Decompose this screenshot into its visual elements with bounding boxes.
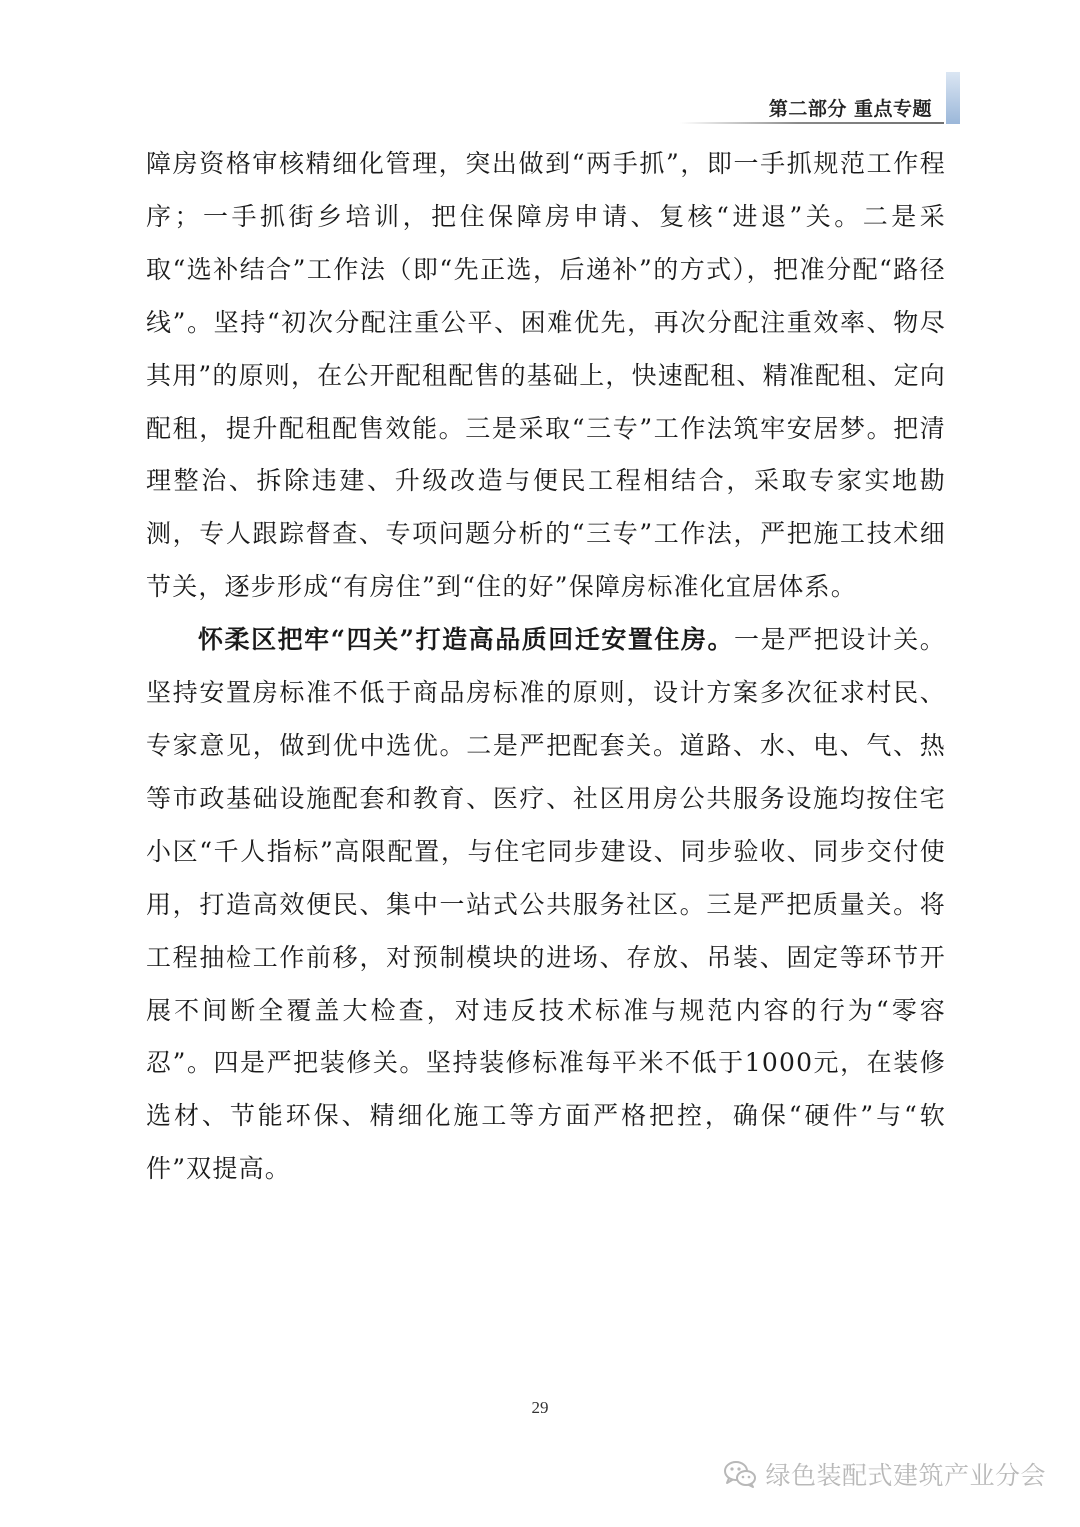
- header-accent-bar: [946, 72, 960, 124]
- watermark-text: 绿色装配式建筑产业分会: [765, 1461, 1046, 1490]
- watermark: [723, 1456, 1046, 1492]
- paragraph-huairou: [146, 614, 946, 1196]
- paragraph-text: 障房资格审核精细化管理，突出做到“两手抓”，即一手抓规范工作程序；一手抓街乡培训，把住保障房申请、复核“进退”关。二是采取“选补结合”工作法（即“先正选，后递补”的方式），把准分配“路径线”。坚持“初次分配注重公平、困难优先，再次分配注重效率、物尽其用”的原则，在公开配租配售的基础上，快速配租、精准配租、定向配租，提升配租配售效能。三是采取“三专”工作法筑牢安居梦。把清理整治、拆除违建、升级改造与便民工程相结合，采取专家实地勘测，专人跟踪督查、专项问题分析的“三专”工作法，严把施工技术细节关，逐步形成“有房住”到“住的好”保障房标准化宜居体系。: [146, 149, 946, 602]
- paragraph-text: 一是严把设计关。坚持安置房标准不低于商品房标准的原则，设计方案多次征求村民、专家意见，做到优中选优。二是严把配套关。道路、水、电、气、热等市政基础设施配套和教育、医疗、社区用房公共服务设施均按住宅小区“千人指标”高限配置，与住宅同步建设、同步验收、同步交付使用，打造高效便民、集中一站式公共服务社区。三是严把质量关。将工程抽检工作前移，对预制模块的进场、存放、吊装、固定等环节开展不间断全覆盖大检查，对违反技术标准与规范内容的行为“零容忍”。四是严把装修关。坚持装修标准每平米不低于1000元，在装修选材、节能环保、精细化施工等方面严格把控，确保“硬件”与“软件”双提高。: [146, 625, 946, 1184]
- paragraph-continued: [146, 138, 946, 614]
- header-divider: [680, 122, 944, 124]
- wechat-icon: [723, 1459, 757, 1489]
- page-number: 29: [531, 1398, 549, 1417]
- paragraph-lead: 怀柔区把牢“四关”打造高品质回迁安置住房。: [198, 625, 735, 655]
- body-text: [146, 138, 946, 1196]
- section-header: 第二部分 重点专题: [768, 98, 932, 120]
